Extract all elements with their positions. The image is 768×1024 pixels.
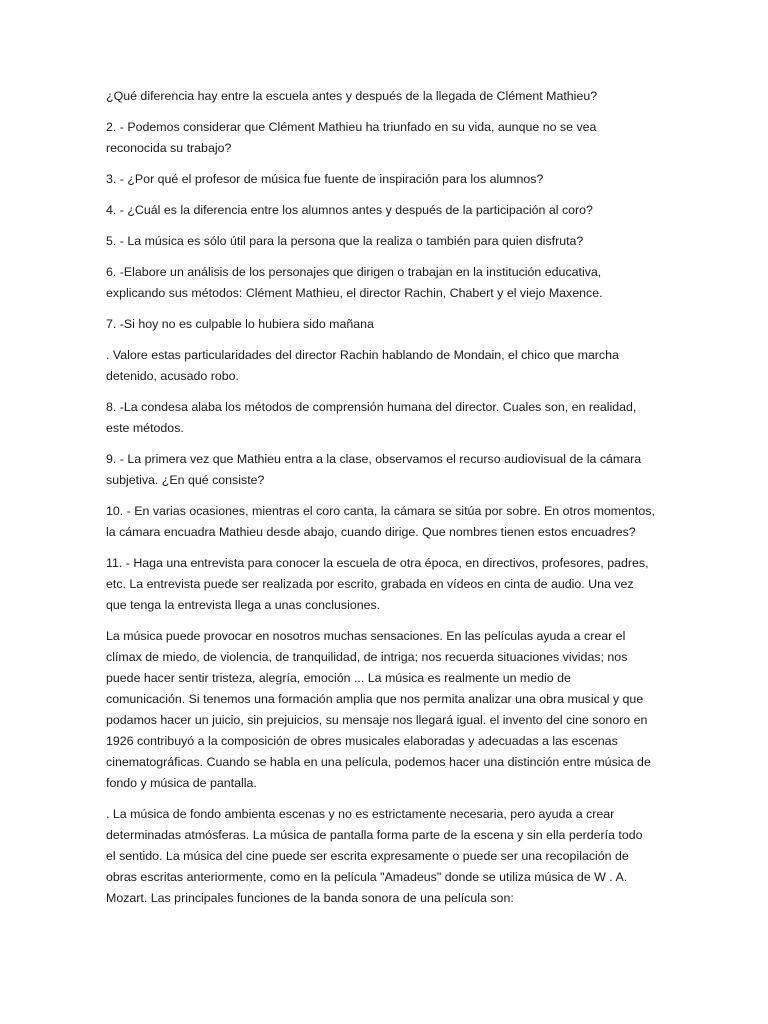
- question-10: 10. - En varias ocasiones, mientras el coro canta, la cámara se sitúa por sobre. En otros momentos, la cámara encuadra Mathieu desde abajo, cuando dirige. Que nombres tienen estos encuadres?: [106, 504, 655, 539]
- music-paragraph-2: . La música de fondo ambienta escenas y no es estrictamente necesaria, pero ayuda a crear determinadas atmósferas. La música de pantalla forma parte de la escena y sin ella perdería todo el sentido. La música del cine puede ser escrita expresamente o puede ser una recopilación de obras escritas anteriormente, como en la película "Amadeus" donde se utiliza música de W . A. Mozart. Las principales funciones de la banda sonora de una película son:: [106, 807, 643, 905]
- question-3: 3. - ¿Por qué el profesor de música fue fuente de inspiración para los alumnos?: [106, 172, 544, 186]
- question-7-detail: . Valore estas particularidades del director Rachin hablando de Mondain, el chico que marcha detenido, acusado robo.: [106, 348, 619, 383]
- question-7: 7. -Si hoy no es culpable lo hubiera sido mañana: [106, 317, 374, 331]
- question-4: 4. - ¿Cuál es la diferencia entre los alumnos antes y después de la participación al coro?: [106, 203, 593, 217]
- question-9: 9. - La primera vez que Mathieu entra a la clase, observamos el recurso audiovisual de la cámara subjetiva. ¿En qué consiste?: [106, 452, 642, 487]
- question-6: 6. -Elabore un análisis de los personajes que dirigen o trabajan en la institución educativa, explicando sus métodos: Clément Mathieu, el director Rachin, Chabert y el viejo Maxence.: [106, 265, 603, 300]
- question-2: 2. - Podemos considerar que Clément Mathieu ha triunfado en su vida, aunque no se vea reconocida su trabajo?: [106, 120, 597, 155]
- question-5: 5. - La música es sólo útil para la persona que la realiza o también para quien disfruta?: [106, 234, 584, 248]
- music-paragraph-1: La música puede provocar en nosotros muchas sensaciones. En las películas ayuda a crear el clímax de miedo, de violencia, de tranquilidad, de intriga; nos recuerda situaciones vividas; nos puede hacer sentir tristeza, alegría, emoción ... La música es realmente un medio de comunicación. Si tenemos una formación amplia que nos permita analizar una obra musical y que podamos hacer un juicio, sin prejuicios, su mensaje nos llegará igual. el invento del cine sonoro en 1926 contribuyó a la composición de obres musicales elaboradas y adecuadas a las escenas cinematográficas. Cuando se habla en una película, podemos hacer una distinción entre música de fondo y música de pantalla.: [106, 629, 651, 790]
- question-11: 11. - Haga una entrevista para conocer la escuela de otra época, en directivos, profesores, padres, etc. La entrevista puede ser realizada por escrito, grabada en vídeos en cinta de audio. Una vez que tenga la entrevista llega a unas conclusiones.: [106, 556, 649, 612]
- document-page: [106, 86, 666, 919]
- question-8: 8. -La condesa alaba los métodos de comprensión humana del director. Cuales son, en realidad, este métodos.: [106, 400, 637, 435]
- question-intro: ¿Qué diferencia hay entre la escuela antes y después de la llegada de Clément Mathieu?: [106, 89, 598, 103]
